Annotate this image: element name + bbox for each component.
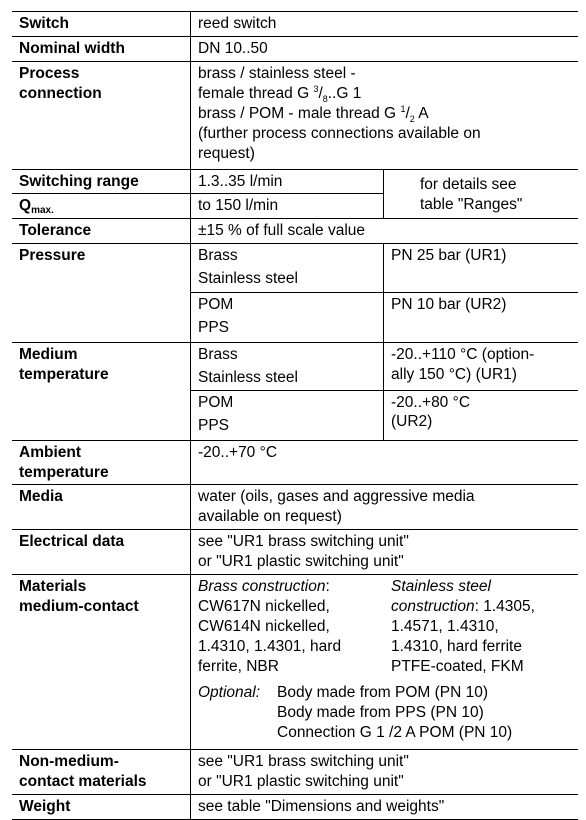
row-value: female thread G $^3/_8..G$ 1 xyxy=(198,83,362,105)
row-value-cell xyxy=(190,62,578,169)
row-switch xyxy=(12,11,578,36)
row-value: water (oils, gases and aggressive media xyxy=(198,488,475,505)
row-value: Body made from PPS (PN 10) xyxy=(277,704,484,721)
row-label: Process connection xyxy=(19,65,102,102)
material-name: POM xyxy=(198,296,234,313)
row-value: Body made from POM (PN 10) xyxy=(277,684,489,701)
row-label: Nominal width xyxy=(19,40,125,57)
row-value: to 150 l/min xyxy=(198,197,279,214)
row-label: Tolerance xyxy=(19,222,92,239)
stainless-construction: Stainless steel xyxy=(391,578,491,595)
row-label: Non-medium- contact materials xyxy=(19,753,147,790)
row-value-cell xyxy=(190,485,578,529)
material-name: PPS xyxy=(198,319,230,336)
row-pressure xyxy=(12,243,578,342)
row-nominal-width xyxy=(12,36,578,61)
row-label: Media xyxy=(19,488,63,505)
row-non-medium-contact xyxy=(12,749,578,794)
row-value: ally 150 °C) (UR1) xyxy=(391,366,517,383)
row-value: or "UR1 plastic switching unit" xyxy=(198,773,404,790)
row-label: Pressure xyxy=(19,247,86,264)
row-value: see "UR1 brass switching unit" xyxy=(198,533,409,550)
divider xyxy=(191,390,578,391)
row-value: brass / POM - male thread G $^1/_2$ A xyxy=(198,103,429,125)
row-value: CW614N nickelled, xyxy=(198,618,330,635)
row-value: construction: 1.4305, xyxy=(391,598,535,615)
spec-table xyxy=(12,11,578,820)
row-weight xyxy=(12,794,578,820)
row-value: ferrite, NBR xyxy=(198,658,279,675)
row-value: 1.4571, 1.4310, xyxy=(391,618,499,635)
row-medium-temperature xyxy=(12,342,578,440)
row-ambient-temperature xyxy=(12,440,578,484)
row-materials-medium-contact xyxy=(12,574,578,749)
row-switching-range xyxy=(12,169,578,218)
row-label: Ambient temperature xyxy=(19,444,109,481)
row-value: request) xyxy=(198,145,255,162)
row-value: 1.4310, hard ferrite xyxy=(391,638,522,655)
row-value: reed switch xyxy=(198,15,277,32)
row-value-cell xyxy=(190,244,578,342)
row-label: Switch xyxy=(19,15,69,32)
row-tolerance xyxy=(12,218,578,243)
divider xyxy=(191,292,578,293)
divider xyxy=(383,343,384,440)
row-value: 1.3..35 l/min xyxy=(198,173,283,190)
row-value-cell xyxy=(190,441,578,484)
row-value: PN 10 bar (UR2) xyxy=(391,296,507,313)
row-value: -20..+110 °C (option- xyxy=(391,346,535,363)
row-label: Switching range xyxy=(19,173,139,190)
row-value: Connection G 1 /2 A POM (PN 10) xyxy=(277,724,513,741)
row-value: see "UR1 brass switching unit" xyxy=(198,753,409,770)
row-value: -20..+80 °C xyxy=(391,394,471,411)
row-value: CW617N nickelled, xyxy=(198,598,330,615)
row-label: Electrical data xyxy=(19,533,125,550)
divider xyxy=(383,170,384,218)
row-value: (UR2) xyxy=(391,413,433,430)
optional-label: Optional: xyxy=(198,684,261,701)
row-value-cell xyxy=(190,343,578,440)
material-name: Brass xyxy=(198,247,238,264)
row-label: Medium temperature xyxy=(19,346,109,383)
divider xyxy=(191,193,383,194)
row-value: see table "Dimensions and weights" xyxy=(198,798,445,815)
row-value-cell xyxy=(190,795,578,819)
row-value-cell xyxy=(190,12,578,36)
row-value: available on request) xyxy=(198,508,342,525)
row-value: (further process connections available on xyxy=(198,125,481,142)
divider xyxy=(383,244,384,342)
row-value-cell xyxy=(190,750,578,794)
row-value-cell xyxy=(190,530,578,574)
row-value: PTFE-coated, FKM xyxy=(391,658,524,675)
row-label: Materials medium-contact xyxy=(19,578,139,615)
row-value: PN 25 bar (UR1) xyxy=(391,247,507,264)
brass-construction: Brass construction: xyxy=(198,578,330,595)
divider xyxy=(12,193,190,194)
row-value: brass / stainless steel - xyxy=(198,65,356,82)
row-label: Weight xyxy=(19,798,71,815)
qmax-label: Qmax. xyxy=(19,197,54,216)
row-value: -20..+70 °C xyxy=(198,444,278,461)
row-value-cell xyxy=(190,575,578,749)
row-value-cell xyxy=(190,37,578,61)
row-media xyxy=(12,484,578,529)
row-electrical-data xyxy=(12,529,578,574)
row-value: or "UR1 plastic switching unit" xyxy=(198,553,404,570)
material-name: Stainless steel xyxy=(198,369,298,386)
material-name: PPS xyxy=(198,417,230,434)
row-value-cell xyxy=(190,170,578,218)
row-value-cell xyxy=(190,219,578,243)
ranges-note: table "Ranges" xyxy=(420,196,523,213)
ranges-note: for details see xyxy=(420,176,517,193)
row-value: 1.4310, 1.4301, hard xyxy=(198,638,342,655)
material-name: POM xyxy=(198,394,234,411)
material-name: Stainless steel xyxy=(198,270,298,287)
row-value: ±15 % of full scale value xyxy=(198,222,366,239)
material-name: Brass xyxy=(198,346,238,363)
row-process-connection xyxy=(12,61,578,169)
row-value: DN 10..50 xyxy=(198,40,268,57)
